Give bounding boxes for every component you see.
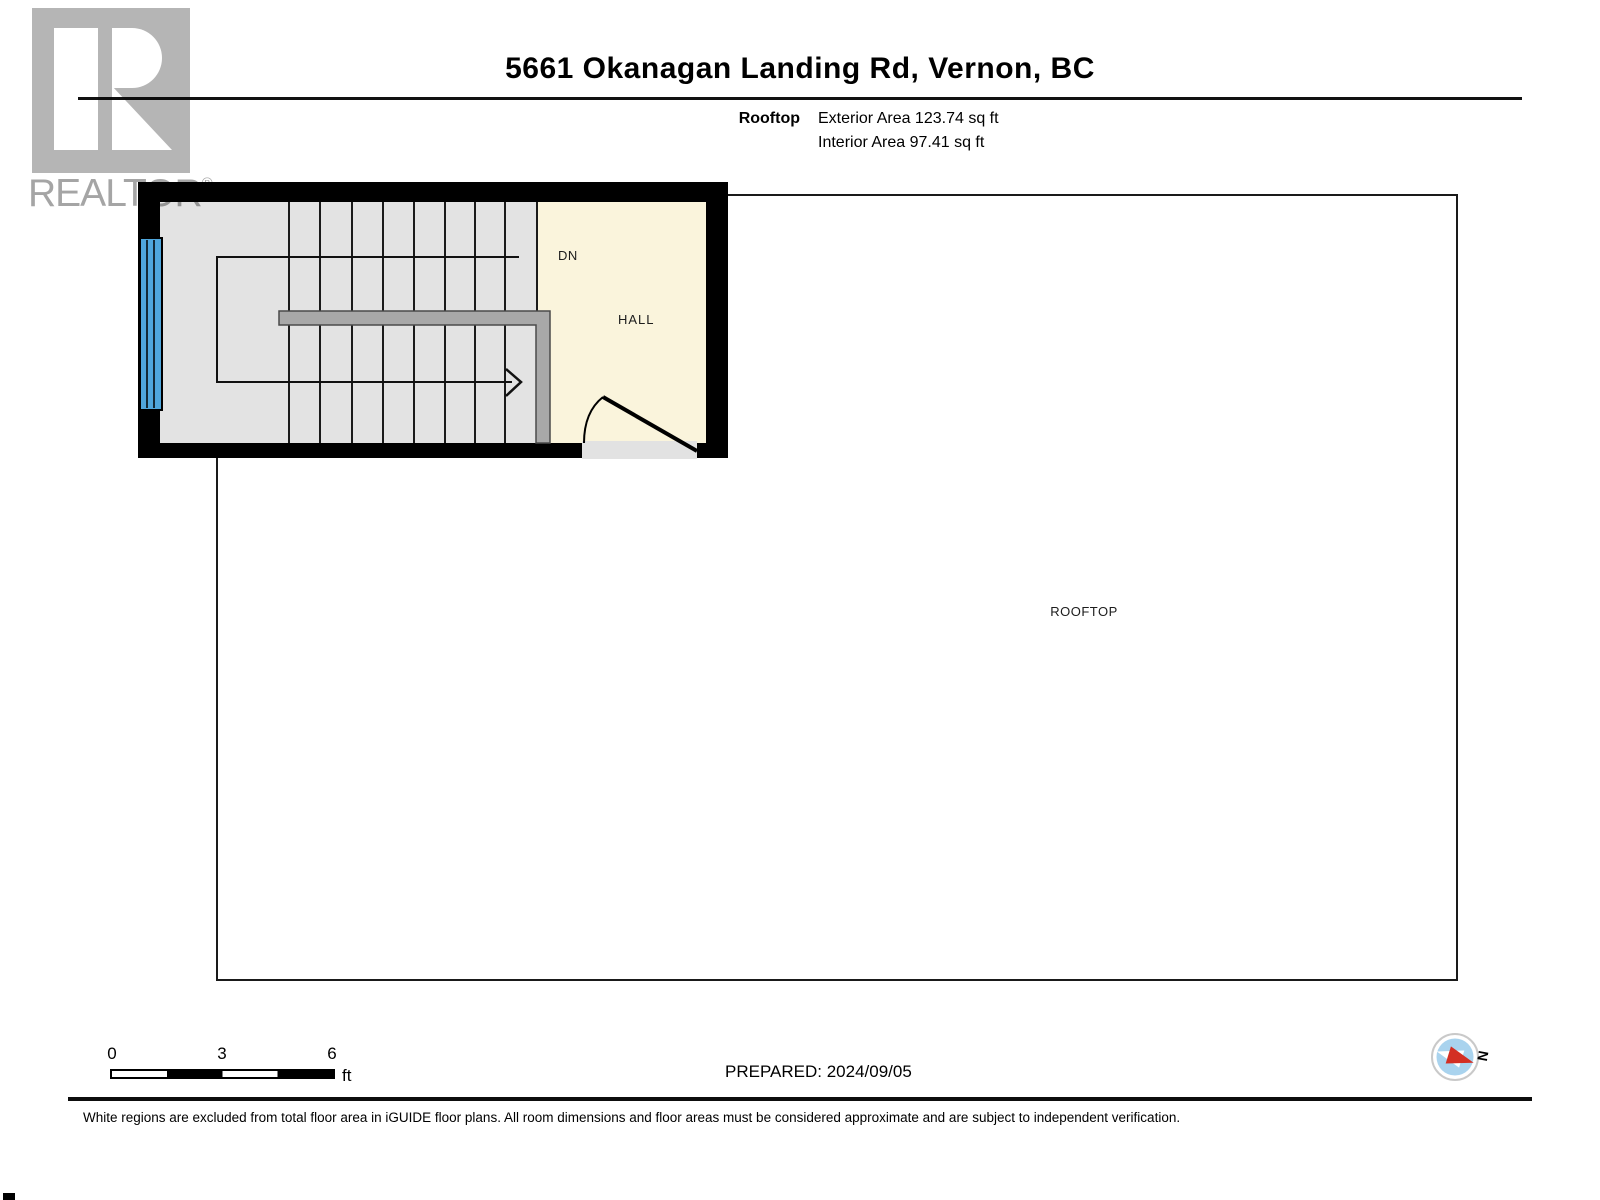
scale-tick-3: 3: [217, 1044, 227, 1063]
page-title: 5661 Okanagan Landing Rd, Vernon, BC: [505, 52, 1095, 85]
prepared-date: PREPARED: 2024/09/05: [725, 1062, 912, 1081]
window-symbol: [140, 238, 162, 410]
interior-area-value: Interior Area 97.41 sq ft: [818, 134, 985, 151]
rooftop-label: ROOFTOP: [1050, 604, 1118, 619]
scale-unit-label: ft: [342, 1066, 352, 1085]
compass-icon: [1432, 1034, 1478, 1080]
realtor-watermark-text: [28, 172, 213, 216]
scale-tick-0: 0: [107, 1044, 117, 1063]
realtor-watermark-brand: REALTOR: [28, 172, 202, 215]
disclaimer-text: White regions are excluded from total floor area in iGUIDE floor plans. All room dimensions and floor areas must be considered approximate and are subject to independent verification.: [83, 1110, 1181, 1125]
registered-mark: ®: [201, 175, 213, 192]
compass-north-label: N: [1474, 1049, 1492, 1063]
hall-label: HALL: [618, 312, 655, 327]
scale-tick-6: 6: [327, 1044, 337, 1063]
exterior-area-value: Exterior Area 123.74 sq ft: [818, 110, 999, 127]
floor-name-label: Rooftop: [738, 110, 800, 127]
door-threshold: [582, 441, 697, 459]
stairs-dn-label: DN: [558, 248, 578, 263]
